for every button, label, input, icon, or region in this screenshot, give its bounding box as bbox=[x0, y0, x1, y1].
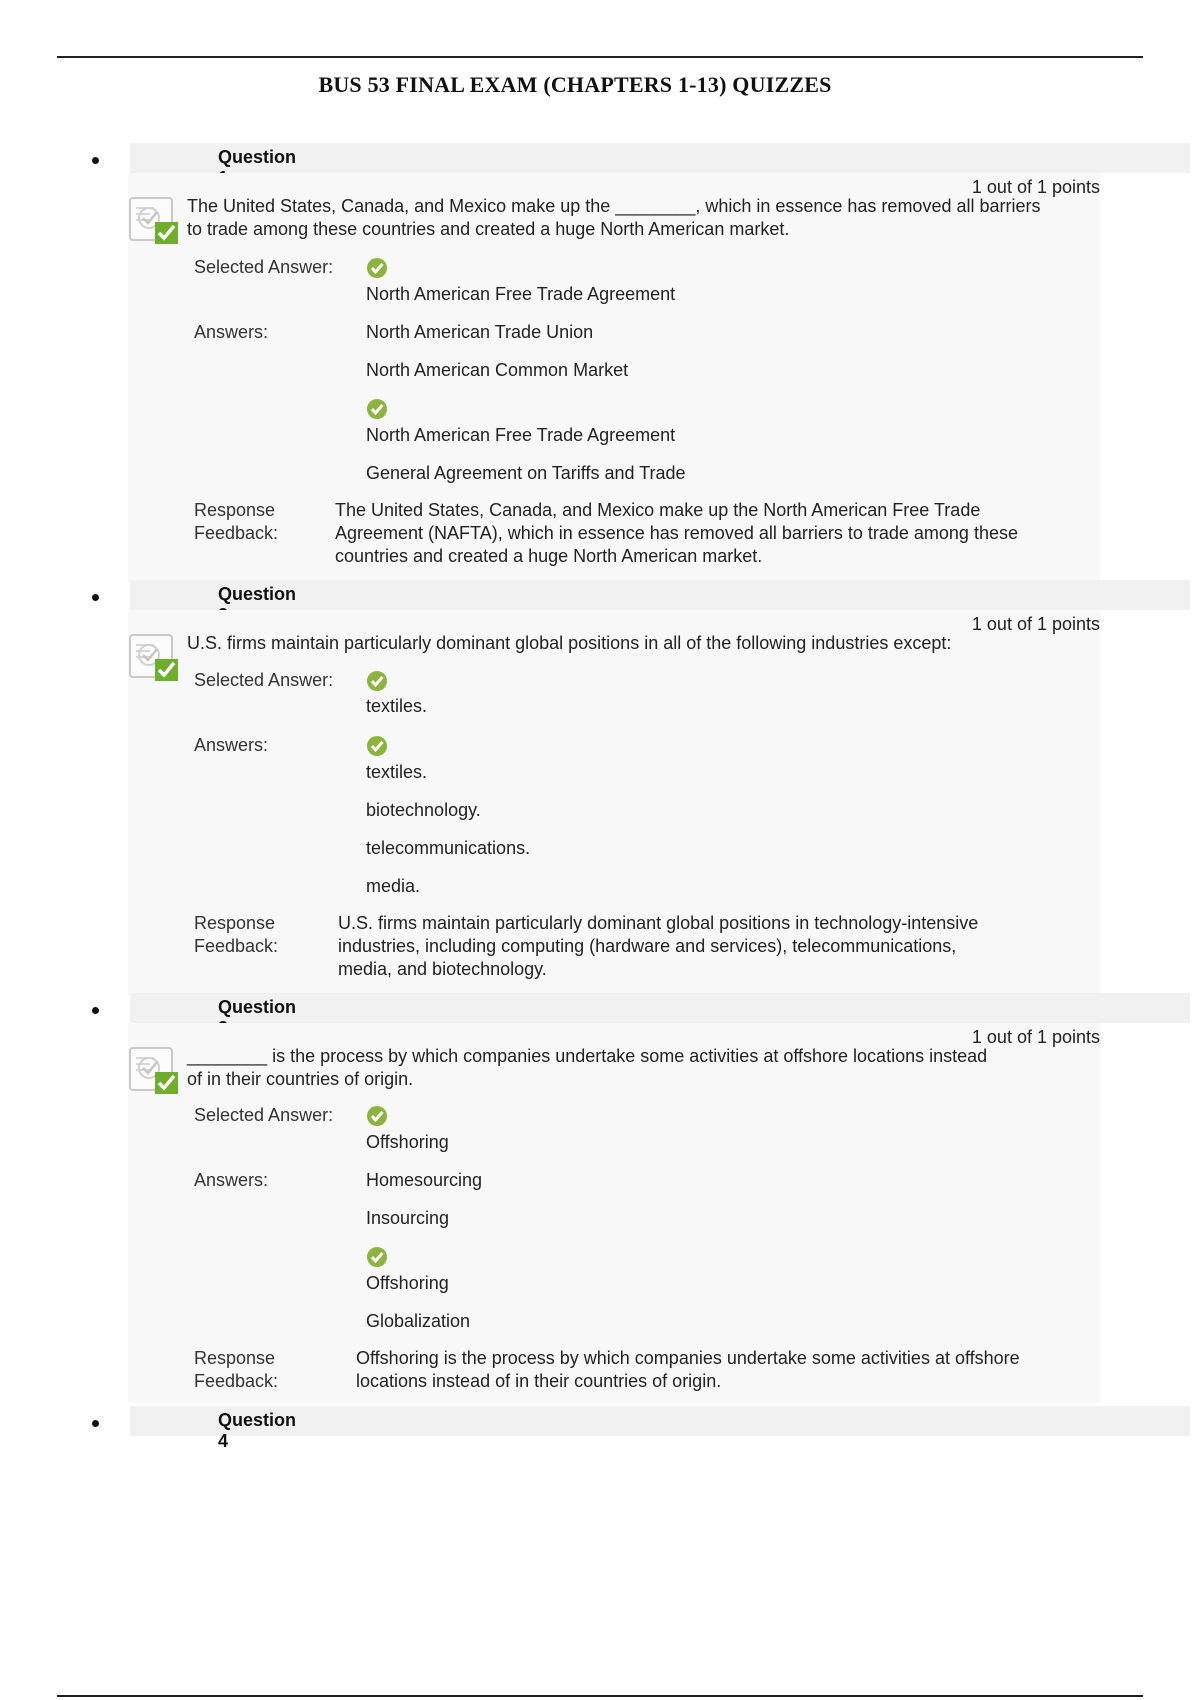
selected-answer-label: Selected Answer: bbox=[194, 1105, 334, 1125]
response-label-line: Response bbox=[194, 500, 276, 520]
answer-option: Homesourcing bbox=[366, 1170, 483, 1190]
question-title: Question 4 bbox=[218, 1410, 297, 1451]
correct-check-icon bbox=[366, 735, 388, 757]
correct-grade-icon bbox=[128, 1044, 180, 1096]
response-feedback-label bbox=[194, 499, 278, 545]
question-title: Question bbox=[218, 997, 297, 1017]
answer-option: General Agreement on Tariffs and Trade bbox=[366, 463, 686, 483]
answers-label: Answers: bbox=[194, 735, 269, 755]
correct-check-icon bbox=[366, 398, 388, 420]
question-body bbox=[128, 610, 1100, 996]
correct-grade-icon bbox=[128, 631, 180, 683]
response-feedback-label bbox=[194, 912, 278, 958]
answer-option: biotechnology. bbox=[366, 800, 481, 820]
answer-option: North American Trade Union bbox=[366, 322, 594, 342]
bullet bbox=[92, 1007, 99, 1014]
feedback-label-line: Feedback: bbox=[194, 936, 279, 956]
response-label-line: Response bbox=[194, 913, 276, 933]
answers-label: Answers: bbox=[194, 322, 269, 342]
selected-answer-value: North American Free Trade Agreement bbox=[366, 284, 676, 304]
bullet bbox=[92, 594, 99, 601]
question-body bbox=[128, 173, 1100, 583]
response-feedback-label bbox=[194, 1347, 278, 1393]
answer-option: media. bbox=[366, 876, 421, 896]
answer-option-correct: Offshoring bbox=[366, 1273, 449, 1293]
answer-option-correct: North American Free Trade Agreement bbox=[366, 425, 676, 445]
correct-check-icon bbox=[366, 1246, 388, 1268]
question-title: Question bbox=[218, 147, 297, 167]
question-text: U.S. firms maintain particularly dominant global positions in all of the following industries except: bbox=[187, 633, 952, 653]
answer-option: Insourcing bbox=[366, 1208, 450, 1228]
response-feedback-text: Offshoring is the process by which companies undertake some activities at offshore locations instead of in their countries of origin. bbox=[356, 1348, 1020, 1391]
top-rule bbox=[57, 56, 1143, 58]
document-title: BUS 53 FINAL EXAM (CHAPTERS 1-13) QUIZZES bbox=[318, 72, 832, 97]
bullet bbox=[92, 1420, 99, 1427]
answer-option: telecommunications. bbox=[366, 838, 531, 858]
response-feedback-text: The United States, Canada, and Mexico make up the North American Free Trade Agreement (NAFTA), which in essence has removed all barriers to trade among these countries and created a huge North American market. bbox=[335, 500, 1018, 566]
answers-label: Answers: bbox=[194, 1170, 269, 1190]
correct-grade-icon bbox=[128, 194, 180, 246]
answer-option-correct: textiles. bbox=[366, 762, 428, 782]
selected-answer-value: textiles. bbox=[366, 696, 428, 716]
points-score: 1 out of 1 points bbox=[971, 614, 1100, 634]
correct-check-icon bbox=[366, 257, 388, 279]
points-score: 1 out of 1 points bbox=[971, 177, 1100, 197]
feedback-label-line: Feedback: bbox=[194, 1371, 279, 1391]
question-body bbox=[128, 1023, 1100, 1403]
response-feedback-text: U.S. firms maintain particularly dominant global positions in technology-intensive industries, including computing (hardware and services), telecommunications, media, and biotechnology. bbox=[338, 913, 979, 979]
correct-check-icon bbox=[366, 1105, 388, 1127]
question-text: ________ is the process by which companies undertake some activities at offshore locations instead of in their countries of origin. bbox=[187, 1046, 988, 1089]
answer-option: North American Common Market bbox=[366, 360, 629, 380]
correct-check-icon bbox=[366, 670, 388, 692]
answer-option: Globalization bbox=[366, 1311, 471, 1331]
bullet bbox=[92, 157, 99, 164]
selected-answer-label: Selected Answer: bbox=[194, 670, 334, 690]
selected-answer-value: Offshoring bbox=[366, 1132, 449, 1152]
bottom-rule bbox=[57, 1695, 1143, 1697]
question-text: The United States, Canada, and Mexico make up the ________, which in essence has removed all barriers to trade among these countries and created a huge North American market. bbox=[187, 196, 1041, 239]
question-title: Question bbox=[218, 584, 297, 604]
selected-answer-label: Selected Answer: bbox=[194, 257, 334, 277]
points-score: 1 out of 1 points bbox=[971, 1027, 1100, 1047]
response-label-line: Response bbox=[194, 1348, 276, 1368]
feedback-label-line: Feedback: bbox=[194, 523, 279, 543]
